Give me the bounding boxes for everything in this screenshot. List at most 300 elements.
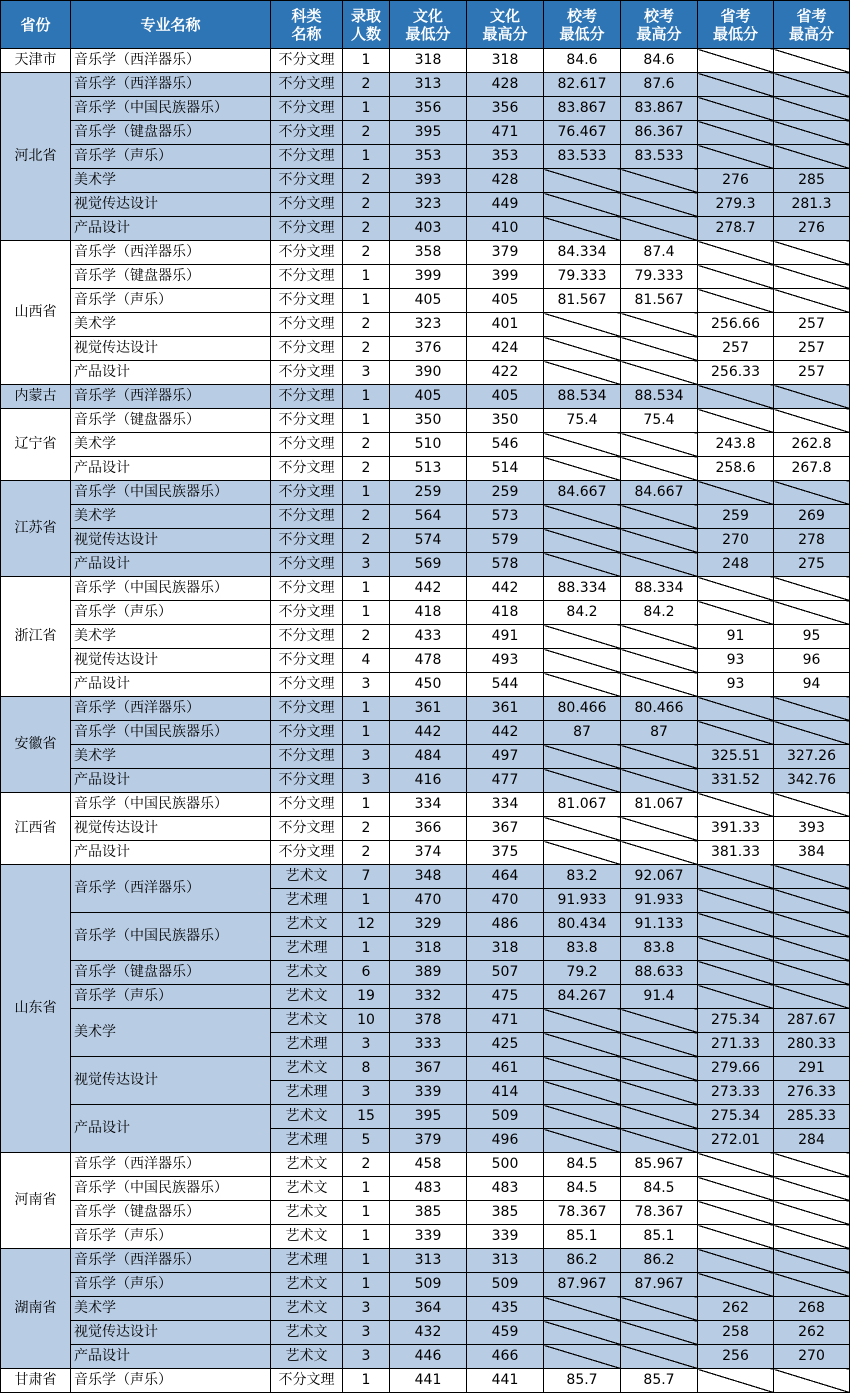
- table-row: [1, 337, 850, 361]
- culture-max-cell: 461: [467, 1057, 544, 1081]
- school-exam-min-empty-cell: [544, 1057, 621, 1081]
- school-exam-min-cell: 79.333: [544, 265, 621, 289]
- count-cell: 6: [343, 961, 390, 985]
- school-exam-min-cell: 87: [544, 721, 621, 745]
- culture-max-cell: 339: [467, 1225, 544, 1249]
- province-cell: 河南省: [1, 1153, 71, 1249]
- culture-max-cell: 579: [467, 529, 544, 553]
- school-exam-min-empty-cell: [544, 745, 621, 769]
- school-exam-max-cell: 88.534: [621, 385, 698, 409]
- province-exam-max-cell: 96: [774, 649, 850, 673]
- major-cell: 音乐学（声乐）: [71, 985, 271, 1009]
- culture-max-cell: 442: [467, 577, 544, 601]
- school-exam-min-empty-cell: [544, 361, 621, 385]
- table-row: [1, 1201, 850, 1225]
- school-exam-min-cell: 81.067: [544, 793, 621, 817]
- major-cell: 产品设计: [71, 673, 271, 697]
- province-exam-max-empty-cell: [774, 385, 850, 409]
- culture-max-cell: 449: [467, 193, 544, 217]
- category-cell: 不分文理: [271, 769, 343, 793]
- major-cell: 音乐学（西洋器乐）: [71, 241, 271, 265]
- culture-max-cell: 477: [467, 769, 544, 793]
- count-cell: 3: [343, 1345, 390, 1369]
- school-exam-max-cell: 81.567: [621, 289, 698, 313]
- category-cell: 不分文理: [271, 1369, 343, 1393]
- province-exam-max-cell: 257: [774, 313, 850, 337]
- school-exam-max-empty-cell: [621, 217, 698, 241]
- header-school-exam-max: 校考 最高分: [621, 1, 698, 49]
- count-cell: 3: [343, 769, 390, 793]
- culture-min-cell: 399: [390, 265, 467, 289]
- culture-max-cell: 334: [467, 793, 544, 817]
- province-cell: 江西省: [1, 793, 71, 865]
- province-exam-max-cell: 285: [774, 169, 850, 193]
- table-row: [1, 193, 850, 217]
- province-exam-max-empty-cell: [774, 1249, 850, 1273]
- category-cell: 不分文理: [271, 169, 343, 193]
- school-exam-max-empty-cell: [621, 1081, 698, 1105]
- table-row: [1, 505, 850, 529]
- school-exam-min-empty-cell: [544, 433, 621, 457]
- province-exam-min-cell: 243.8: [698, 433, 774, 457]
- province-exam-max-empty-cell: [774, 865, 850, 889]
- count-cell: 3: [343, 361, 390, 385]
- province-exam-min-cell: 279.3: [698, 193, 774, 217]
- school-exam-max-empty-cell: [621, 337, 698, 361]
- school-exam-max-empty-cell: [621, 769, 698, 793]
- header-culture-max: 文化 最高分: [467, 1, 544, 49]
- school-exam-min-cell: 78.367: [544, 1201, 621, 1225]
- category-cell: 艺术理: [271, 1249, 343, 1273]
- province-exam-min-cell: 93: [698, 649, 774, 673]
- table-row: [1, 121, 850, 145]
- culture-max-cell: 442: [467, 721, 544, 745]
- school-exam-max-cell: 83.867: [621, 97, 698, 121]
- major-cell: 产品设计: [71, 841, 271, 865]
- province-exam-min-empty-cell: [698, 1273, 774, 1297]
- school-exam-min-empty-cell: [544, 193, 621, 217]
- province-exam-min-cell: 257: [698, 337, 774, 361]
- category-cell: 艺术文: [271, 1057, 343, 1081]
- table-row: [1, 793, 850, 817]
- table-row: [1, 49, 850, 73]
- culture-max-cell: 401: [467, 313, 544, 337]
- culture-max-cell: 471: [467, 1009, 544, 1033]
- count-cell: 2: [343, 841, 390, 865]
- category-cell: 不分文理: [271, 145, 343, 169]
- school-exam-min-cell: 83.8: [544, 937, 621, 961]
- count-cell: 1: [343, 289, 390, 313]
- table-row: [1, 1345, 850, 1369]
- school-exam-max-empty-cell: [621, 841, 698, 865]
- count-cell: 3: [343, 673, 390, 697]
- province-exam-min-empty-cell: [698, 481, 774, 505]
- count-cell: 1: [343, 1225, 390, 1249]
- culture-min-cell: 432: [390, 1321, 467, 1345]
- table-row: [1, 1105, 850, 1129]
- culture-min-cell: 332: [390, 985, 467, 1009]
- culture-max-cell: 546: [467, 433, 544, 457]
- major-cell: 视觉传达设计: [71, 1321, 271, 1345]
- table-row: [1, 1225, 850, 1249]
- major-cell: 音乐学（键盘器乐）: [71, 1201, 271, 1225]
- province-cell: 安徽省: [1, 697, 71, 793]
- province-exam-min-cell: 258.6: [698, 457, 774, 481]
- major-cell: 音乐学（中国民族器乐）: [71, 1177, 271, 1201]
- category-cell: 不分文理: [271, 793, 343, 817]
- province-exam-max-cell: 275: [774, 553, 850, 577]
- school-exam-min-cell: 84.2: [544, 601, 621, 625]
- province-exam-min-cell: 275.34: [698, 1105, 774, 1129]
- major-cell: 美术学: [71, 169, 271, 193]
- table-row: [1, 673, 850, 697]
- province-exam-max-empty-cell: [774, 913, 850, 937]
- category-cell: 不分文理: [271, 193, 343, 217]
- province-exam-min-empty-cell: [698, 1225, 774, 1249]
- province-exam-max-cell: 276.33: [774, 1081, 850, 1105]
- culture-min-cell: 389: [390, 961, 467, 985]
- category-cell: 不分文理: [271, 361, 343, 385]
- count-cell: 10: [343, 1009, 390, 1033]
- culture-min-cell: 356: [390, 97, 467, 121]
- category-cell: 不分文理: [271, 457, 343, 481]
- culture-min-cell: 574: [390, 529, 467, 553]
- header-province-exam-max: 省考 最高分: [774, 1, 850, 49]
- school-exam-max-cell: 84.667: [621, 481, 698, 505]
- table-row: [1, 457, 850, 481]
- major-cell: 音乐学（声乐）: [71, 1369, 271, 1393]
- table-row: [1, 577, 850, 601]
- culture-min-cell: 318: [390, 937, 467, 961]
- province-exam-min-empty-cell: [698, 913, 774, 937]
- category-cell: 艺术文: [271, 1273, 343, 1297]
- count-cell: 3: [343, 1321, 390, 1345]
- province-exam-min-empty-cell: [698, 937, 774, 961]
- table-row: [1, 289, 850, 313]
- school-exam-max-empty-cell: [621, 1321, 698, 1345]
- table-row: [1, 73, 850, 97]
- province-exam-min-empty-cell: [698, 985, 774, 1009]
- province-exam-max-cell: 262: [774, 1321, 850, 1345]
- province-cell: 内蒙古: [1, 385, 71, 409]
- school-exam-max-cell: 84.2: [621, 601, 698, 625]
- culture-min-cell: 513: [390, 457, 467, 481]
- province-cell: 浙江省: [1, 577, 71, 697]
- count-cell: 1: [343, 385, 390, 409]
- school-exam-max-cell: 85.967: [621, 1153, 698, 1177]
- province-exam-max-cell: 257: [774, 361, 850, 385]
- category-cell: 不分文理: [271, 601, 343, 625]
- school-exam-min-empty-cell: [544, 1033, 621, 1057]
- culture-min-cell: 393: [390, 169, 467, 193]
- count-cell: 19: [343, 985, 390, 1009]
- province-exam-max-cell: 268: [774, 1297, 850, 1321]
- school-exam-max-cell: 86.367: [621, 121, 698, 145]
- culture-max-cell: 422: [467, 361, 544, 385]
- major-cell: 音乐学（声乐）: [71, 601, 271, 625]
- school-exam-max-cell: 85.7: [621, 1369, 698, 1393]
- school-exam-max-empty-cell: [621, 553, 698, 577]
- culture-min-cell: 376: [390, 337, 467, 361]
- province-exam-max-cell: 276: [774, 217, 850, 241]
- school-exam-min-empty-cell: [544, 337, 621, 361]
- count-cell: 1: [343, 97, 390, 121]
- province-exam-min-empty-cell: [698, 889, 774, 913]
- culture-min-cell: 433: [390, 625, 467, 649]
- culture-min-cell: 358: [390, 241, 467, 265]
- school-exam-max-cell: 91.133: [621, 913, 698, 937]
- count-cell: 2: [343, 241, 390, 265]
- culture-min-cell: 405: [390, 289, 467, 313]
- culture-max-cell: 486: [467, 913, 544, 937]
- major-cell: 音乐学（声乐）: [71, 1273, 271, 1297]
- province-exam-min-empty-cell: [698, 49, 774, 73]
- culture-max-cell: 318: [467, 937, 544, 961]
- table-row: [1, 145, 850, 169]
- culture-max-cell: 350: [467, 409, 544, 433]
- count-cell: 1: [343, 889, 390, 913]
- major-cell: 音乐学（西洋器乐）: [71, 865, 271, 913]
- province-exam-max-empty-cell: [774, 1369, 850, 1393]
- header-school-exam-min: 校考 最低分: [544, 1, 621, 49]
- count-cell: 2: [343, 337, 390, 361]
- school-exam-min-cell: 83.867: [544, 97, 621, 121]
- table-row: [1, 1297, 850, 1321]
- school-exam-max-empty-cell: [621, 1105, 698, 1129]
- count-cell: 3: [343, 1297, 390, 1321]
- school-exam-min-cell: 80.434: [544, 913, 621, 937]
- table-row: [1, 265, 850, 289]
- culture-min-cell: 353: [390, 145, 467, 169]
- category-cell: 不分文理: [271, 697, 343, 721]
- category-cell: 不分文理: [271, 625, 343, 649]
- major-cell: 音乐学（键盘器乐）: [71, 265, 271, 289]
- count-cell: 1: [343, 145, 390, 169]
- table-row: [1, 721, 850, 745]
- table-row: [1, 1273, 850, 1297]
- header-culture-min: 文化 最低分: [390, 1, 467, 49]
- province-cell: 湖南省: [1, 1249, 71, 1369]
- school-exam-min-cell: 84.5: [544, 1153, 621, 1177]
- category-cell: 艺术理: [271, 937, 343, 961]
- province-exam-max-cell: 393: [774, 817, 850, 841]
- count-cell: 12: [343, 913, 390, 937]
- culture-max-cell: 573: [467, 505, 544, 529]
- school-exam-max-empty-cell: [621, 1297, 698, 1321]
- culture-max-cell: 507: [467, 961, 544, 985]
- culture-max-cell: 379: [467, 241, 544, 265]
- province-exam-max-cell: 384: [774, 841, 850, 865]
- culture-min-cell: 348: [390, 865, 467, 889]
- category-cell: 不分文理: [271, 313, 343, 337]
- count-cell: 2: [343, 817, 390, 841]
- table-row: [1, 217, 850, 241]
- province-exam-max-empty-cell: [774, 265, 850, 289]
- count-cell: 1: [343, 697, 390, 721]
- major-cell: 美术学: [71, 745, 271, 769]
- culture-max-cell: 464: [467, 865, 544, 889]
- school-exam-max-empty-cell: [621, 673, 698, 697]
- count-cell: 1: [343, 721, 390, 745]
- culture-max-cell: 425: [467, 1033, 544, 1057]
- culture-max-cell: 399: [467, 265, 544, 289]
- table-row: [1, 985, 850, 1009]
- culture-min-cell: 329: [390, 913, 467, 937]
- culture-max-cell: 483: [467, 1177, 544, 1201]
- school-exam-max-empty-cell: [621, 745, 698, 769]
- count-cell: 3: [343, 1081, 390, 1105]
- province-exam-max-cell: 287.67: [774, 1009, 850, 1033]
- table-row: [1, 481, 850, 505]
- category-cell: 艺术文: [271, 1177, 343, 1201]
- culture-max-cell: 491: [467, 625, 544, 649]
- culture-max-cell: 313: [467, 1249, 544, 1273]
- table-row: [1, 553, 850, 577]
- province-exam-min-empty-cell: [698, 1177, 774, 1201]
- culture-max-cell: 405: [467, 289, 544, 313]
- culture-max-cell: 544: [467, 673, 544, 697]
- school-exam-max-cell: 87.4: [621, 241, 698, 265]
- school-exam-max-empty-cell: [621, 193, 698, 217]
- category-cell: 艺术文: [271, 1153, 343, 1177]
- province-exam-min-empty-cell: [698, 73, 774, 97]
- school-exam-max-cell: 83.533: [621, 145, 698, 169]
- count-cell: 3: [343, 553, 390, 577]
- school-exam-max-cell: 88.633: [621, 961, 698, 985]
- major-cell: 美术学: [71, 1297, 271, 1321]
- province-exam-min-empty-cell: [698, 721, 774, 745]
- school-exam-min-cell: 81.567: [544, 289, 621, 313]
- province-exam-min-cell: 258: [698, 1321, 774, 1345]
- table-row: [1, 1249, 850, 1273]
- category-cell: 艺术理: [271, 1081, 343, 1105]
- count-cell: 1: [343, 793, 390, 817]
- culture-min-cell: 313: [390, 73, 467, 97]
- school-exam-max-cell: 84.6: [621, 49, 698, 73]
- category-cell: 艺术文: [271, 1201, 343, 1225]
- table-row: [1, 1321, 850, 1345]
- province-exam-min-empty-cell: [698, 145, 774, 169]
- province-exam-min-empty-cell: [698, 1369, 774, 1393]
- school-exam-min-empty-cell: [544, 841, 621, 865]
- school-exam-max-cell: 84.5: [621, 1177, 698, 1201]
- major-cell: 产品设计: [71, 361, 271, 385]
- count-cell: 4: [343, 649, 390, 673]
- province-exam-min-empty-cell: [698, 601, 774, 625]
- table-row: [1, 385, 850, 409]
- culture-max-cell: 497: [467, 745, 544, 769]
- school-exam-max-empty-cell: [621, 457, 698, 481]
- school-exam-max-empty-cell: [621, 625, 698, 649]
- major-cell: 音乐学（中国民族器乐）: [71, 481, 271, 505]
- province-exam-max-cell: 278: [774, 529, 850, 553]
- category-cell: 不分文理: [271, 97, 343, 121]
- province-exam-max-cell: 342.76: [774, 769, 850, 793]
- culture-max-cell: 509: [467, 1273, 544, 1297]
- province-exam-max-empty-cell: [774, 1177, 850, 1201]
- major-cell: 美术学: [71, 313, 271, 337]
- culture-max-cell: 509: [467, 1105, 544, 1129]
- culture-min-cell: 379: [390, 1129, 467, 1153]
- province-exam-max-empty-cell: [774, 697, 850, 721]
- province-exam-min-cell: 325.51: [698, 745, 774, 769]
- school-exam-min-cell: 83.2: [544, 865, 621, 889]
- category-cell: 艺术文: [271, 985, 343, 1009]
- culture-min-cell: 323: [390, 193, 467, 217]
- province-exam-max-empty-cell: [774, 1153, 850, 1177]
- category-cell: 不分文理: [271, 337, 343, 361]
- province-exam-max-cell: 327.26: [774, 745, 850, 769]
- province-exam-max-cell: 269: [774, 505, 850, 529]
- province-exam-max-empty-cell: [774, 289, 850, 313]
- header-row: [1, 1, 850, 49]
- province-exam-min-empty-cell: [698, 289, 774, 313]
- culture-max-cell: 318: [467, 49, 544, 73]
- header-province: 省份: [1, 1, 71, 49]
- category-cell: 不分文理: [271, 505, 343, 529]
- table-row: [1, 865, 850, 889]
- count-cell: 2: [343, 505, 390, 529]
- school-exam-min-empty-cell: [544, 313, 621, 337]
- province-exam-max-cell: 262.8: [774, 433, 850, 457]
- province-exam-min-cell: 381.33: [698, 841, 774, 865]
- school-exam-min-empty-cell: [544, 1345, 621, 1369]
- school-exam-min-cell: 85.1: [544, 1225, 621, 1249]
- culture-max-cell: 375: [467, 841, 544, 865]
- province-exam-min-cell: 91: [698, 625, 774, 649]
- school-exam-max-cell: 79.333: [621, 265, 698, 289]
- count-cell: 2: [343, 457, 390, 481]
- major-cell: 音乐学（西洋器乐）: [71, 73, 271, 97]
- province-exam-max-cell: 257: [774, 337, 850, 361]
- category-cell: 不分文理: [271, 385, 343, 409]
- culture-min-cell: 374: [390, 841, 467, 865]
- province-exam-min-empty-cell: [698, 241, 774, 265]
- culture-max-cell: 459: [467, 1321, 544, 1345]
- culture-min-cell: 478: [390, 649, 467, 673]
- province-exam-max-cell: 291: [774, 1057, 850, 1081]
- major-cell: 视觉传达设计: [71, 817, 271, 841]
- major-cell: 视觉传达设计: [71, 649, 271, 673]
- province-exam-max-empty-cell: [774, 241, 850, 265]
- school-exam-max-empty-cell: [621, 1345, 698, 1369]
- category-cell: 不分文理: [271, 553, 343, 577]
- culture-min-cell: 484: [390, 745, 467, 769]
- major-cell: 视觉传达设计: [71, 337, 271, 361]
- province-cell: 天津市: [1, 49, 71, 73]
- province-exam-max-cell: 270: [774, 1345, 850, 1369]
- school-exam-min-empty-cell: [544, 817, 621, 841]
- province-exam-max-empty-cell: [774, 121, 850, 145]
- school-exam-min-cell: 87.967: [544, 1273, 621, 1297]
- school-exam-min-cell: 91.933: [544, 889, 621, 913]
- province-cell: 江苏省: [1, 481, 71, 577]
- culture-max-cell: 475: [467, 985, 544, 1009]
- table-row: [1, 313, 850, 337]
- culture-min-cell: 564: [390, 505, 467, 529]
- table-row: [1, 961, 850, 985]
- school-exam-min-empty-cell: [544, 649, 621, 673]
- culture-min-cell: 313: [390, 1249, 467, 1273]
- table-row: [1, 817, 850, 841]
- table-row: [1, 97, 850, 121]
- count-cell: 1: [343, 1369, 390, 1393]
- province-exam-max-cell: 281.3: [774, 193, 850, 217]
- major-cell: 音乐学（西洋器乐）: [71, 385, 271, 409]
- count-cell: 15: [343, 1105, 390, 1129]
- major-cell: 音乐学（西洋器乐）: [71, 697, 271, 721]
- school-exam-max-cell: 85.1: [621, 1225, 698, 1249]
